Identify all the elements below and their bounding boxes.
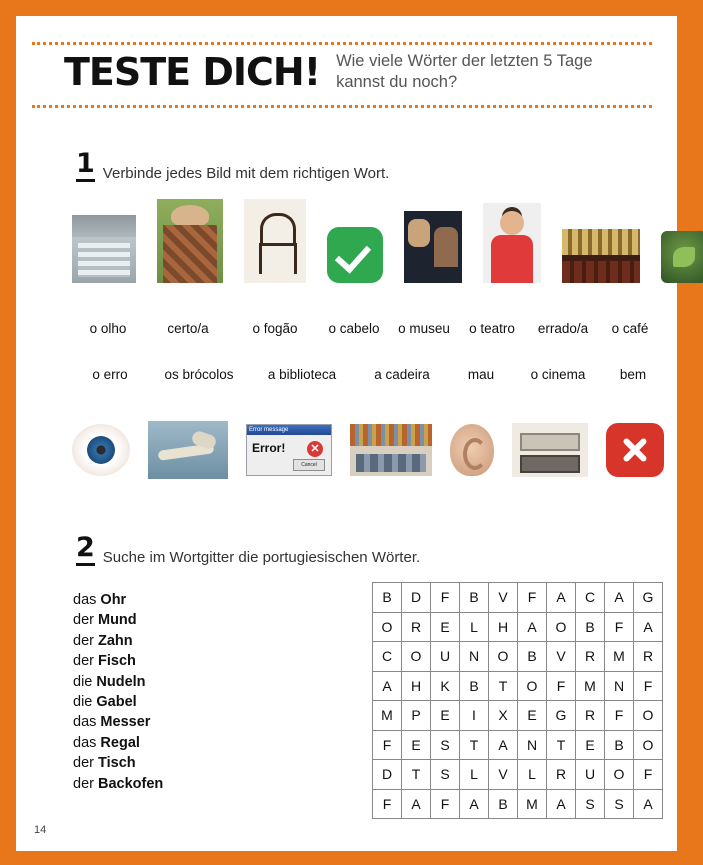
word-noun: Ohr — [100, 592, 127, 608]
eye-photo — [72, 424, 130, 476]
list-item — [73, 631, 163, 651]
list-item — [73, 610, 163, 630]
grid-cell[interactable]: C — [576, 583, 605, 613]
grid-cell[interactable]: R — [547, 760, 576, 790]
grid-cell[interactable]: L — [460, 612, 489, 642]
grid-cell[interactable]: S — [576, 789, 605, 819]
word-option[interactable]: o teatro — [469, 321, 515, 336]
man-thumbs-up-photo — [157, 199, 223, 283]
page-content — [16, 16, 677, 851]
grid-cell[interactable]: V — [547, 642, 576, 672]
page-header — [64, 49, 664, 95]
grid-cell[interactable]: I — [460, 701, 489, 731]
page-border-right — [677, 0, 703, 865]
grid-cell[interactable]: F — [373, 730, 402, 760]
grid-cell[interactable]: A — [634, 612, 663, 642]
word-noun: Fisch — [98, 653, 136, 670]
grid-cell[interactable]: F — [605, 612, 634, 642]
grid-cell[interactable]: A — [547, 583, 576, 613]
page-title: TESTE DICH! — [64, 50, 321, 94]
grid-cell[interactable]: F — [605, 701, 634, 731]
table-row — [373, 730, 663, 760]
word-article: der — [73, 755, 94, 772]
word-option[interactable]: o olho — [89, 321, 127, 336]
oven-photo — [512, 423, 588, 477]
grid-cell[interactable]: O — [547, 612, 576, 642]
word-option[interactable]: a biblioteca — [267, 367, 337, 382]
grid-cell[interactable]: A — [605, 583, 634, 613]
word-option[interactable]: a cadeira — [374, 367, 430, 382]
word-option[interactable]: mau — [467, 367, 495, 382]
grid-cell[interactable]: D — [373, 760, 402, 790]
grid-cell[interactable]: E — [431, 701, 460, 731]
grid-cell[interactable]: E — [431, 612, 460, 642]
stairs-photo — [72, 215, 136, 283]
grid-cell[interactable]: T — [402, 760, 431, 790]
table-row — [373, 671, 663, 701]
x-circle-icon: ✕ — [307, 441, 323, 457]
list-item — [73, 651, 163, 671]
grid-cell[interactable]: M — [576, 671, 605, 701]
grid-cell[interactable]: A — [402, 789, 431, 819]
word-noun: Backofen — [98, 775, 164, 792]
grid-cell[interactable]: X — [489, 701, 518, 731]
exercise-1-instruction: Verbinde jedes Bild mit dem richtigen Wort. — [102, 165, 390, 182]
header-divider-bottom — [32, 105, 652, 108]
grid-cell[interactable]: O — [373, 612, 402, 642]
grid-cell[interactable]: E — [576, 730, 605, 760]
grid-cell[interactable]: F — [431, 583, 460, 613]
grid-cell[interactable]: N — [605, 671, 634, 701]
grid-cell[interactable]: A — [489, 730, 518, 760]
header-divider-top — [32, 42, 652, 45]
page-border-bottom — [0, 851, 703, 865]
grid-cell[interactable]: M — [373, 701, 402, 731]
exercise-2-heading — [76, 534, 420, 566]
word-noun: Regal — [100, 734, 140, 751]
word-option[interactable]: o fogão — [252, 321, 298, 336]
word-option[interactable]: o cinema — [530, 367, 586, 382]
list-item — [73, 590, 163, 610]
grid-cell[interactable]: O — [634, 730, 663, 760]
page-border-top — [0, 0, 703, 16]
grid-cell[interactable]: E — [518, 701, 547, 731]
grid-cell[interactable]: A — [373, 671, 402, 701]
exercise-1-image-row-bottom — [72, 419, 662, 481]
grid-cell[interactable]: S — [431, 760, 460, 790]
grid-cell[interactable]: A — [460, 789, 489, 819]
word-option[interactable]: os brócolos — [164, 367, 234, 382]
word-article: das — [73, 734, 97, 751]
error-dialog-photo — [246, 424, 332, 476]
grid-cell[interactable]: S — [605, 789, 634, 819]
grid-cell[interactable]: V — [489, 583, 518, 613]
grid-cell[interactable]: B — [605, 730, 634, 760]
grid-cell[interactable]: K — [431, 671, 460, 701]
grid-cell[interactable]: B — [460, 671, 489, 701]
grid-cell[interactable]: T — [460, 730, 489, 760]
grid-cell[interactable]: B — [518, 642, 547, 672]
exercise-1-heading — [76, 150, 389, 182]
grid-cell[interactable]: F — [518, 583, 547, 613]
page-subtitle: Wie viele Wörter der letzten 5 Tage kannst du noch? — [336, 52, 593, 91]
word-option[interactable]: o erro — [92, 367, 128, 382]
table-row — [373, 612, 663, 642]
exercise-1-words-row-2 — [72, 367, 662, 382]
grid-cell[interactable]: B — [460, 583, 489, 613]
grid-cell[interactable]: T — [489, 671, 518, 701]
word-article: das — [73, 714, 97, 731]
grid-cell[interactable]: H — [402, 671, 431, 701]
grid-cell[interactable]: A — [634, 789, 663, 819]
grid-cell[interactable]: L — [460, 760, 489, 790]
table-row — [373, 789, 663, 819]
word-article: die — [73, 673, 93, 690]
grid-cell[interactable]: G — [547, 701, 576, 731]
grid-cell[interactable]: P — [402, 701, 431, 731]
exercise-2-word-list — [73, 590, 163, 794]
page-number: 14 — [34, 824, 47, 836]
grid-cell[interactable]: O — [518, 671, 547, 701]
word-article: die — [73, 694, 93, 711]
list-item — [73, 692, 163, 712]
grid-cell[interactable]: V — [489, 760, 518, 790]
grid-cell[interactable]: F — [634, 671, 663, 701]
grid-cell[interactable]: N — [460, 642, 489, 672]
chair-photo — [244, 199, 306, 283]
grid-cell[interactable]: F — [634, 760, 663, 790]
grid-cell[interactable]: O — [402, 642, 431, 672]
grid-cell[interactable]: C — [373, 642, 402, 672]
grid-cell[interactable]: R — [576, 701, 605, 731]
error-dialog-titlebar: Error message — [247, 425, 331, 435]
word-article: der — [73, 653, 94, 670]
word-article: das — [73, 592, 97, 608]
word-option[interactable]: o café — [611, 321, 649, 336]
grid-cell[interactable]: M — [605, 642, 634, 672]
grid-cell[interactable]: F — [431, 789, 460, 819]
girl-covering-ears-photo — [483, 203, 541, 283]
list-item — [73, 733, 163, 753]
word-option[interactable]: o cabelo — [328, 321, 380, 336]
grid-cell[interactable]: F — [547, 671, 576, 701]
word-noun: Messer — [100, 714, 151, 731]
ear-photo — [450, 424, 494, 476]
word-noun: Mund — [98, 612, 137, 629]
grid-cell[interactable]: F — [373, 789, 402, 819]
theater-photo — [562, 229, 640, 283]
grid-cell[interactable]: B — [373, 583, 402, 613]
grid-cell[interactable]: B — [576, 612, 605, 642]
grid-cell[interactable]: B — [489, 789, 518, 819]
grid-cell[interactable]: O — [489, 642, 518, 672]
exercise-2-instruction: Suche im Wortgitter die portugiesischen Wörter. — [102, 549, 421, 566]
grid-cell[interactable]: H — [489, 612, 518, 642]
exercise-1-image-row-top — [72, 199, 662, 283]
table-row — [373, 760, 663, 790]
table-row — [373, 583, 663, 613]
grid-cell[interactable]: N — [518, 730, 547, 760]
dinosaur-skeleton-photo — [148, 421, 228, 479]
library-photo — [350, 424, 432, 476]
grid-cell[interactable]: R — [402, 612, 431, 642]
word-option[interactable]: bem — [619, 367, 647, 382]
word-option[interactable]: o museu — [398, 321, 450, 336]
error-dialog-cancel-button: Cancel — [293, 459, 325, 471]
table-row — [373, 642, 663, 672]
grid-cell[interactable]: D — [402, 583, 431, 613]
word-noun: Zahn — [98, 632, 133, 649]
word-noun: Gabel — [96, 694, 137, 711]
coffee-plant-photo — [661, 231, 703, 283]
list-item — [73, 753, 163, 773]
error-dialog-message: Error! — [252, 441, 286, 455]
grid-cell[interactable]: O — [634, 701, 663, 731]
grid-cell[interactable]: M — [518, 789, 547, 819]
word-noun: Nudeln — [96, 673, 146, 690]
list-item — [73, 672, 163, 692]
grid-cell[interactable]: A — [518, 612, 547, 642]
grid-cell[interactable]: O — [605, 760, 634, 790]
exercise-1-words-row-1 — [72, 321, 662, 336]
word-search-grid[interactable] — [372, 582, 663, 819]
exercise-1-number: 1 — [76, 150, 95, 182]
museum-photo — [404, 211, 462, 283]
red-x-icon — [606, 423, 664, 477]
grid-cell[interactable]: A — [547, 789, 576, 819]
grid-cell[interactable]: R — [634, 642, 663, 672]
word-article: der — [73, 612, 94, 629]
word-option[interactable]: errado/a — [537, 321, 589, 336]
grid-cell[interactable]: E — [402, 730, 431, 760]
word-article: der — [73, 632, 94, 649]
grid-cell[interactable]: U — [431, 642, 460, 672]
page-border-left — [0, 0, 16, 865]
grid-cell[interactable]: S — [431, 730, 460, 760]
word-noun: Tisch — [98, 755, 136, 772]
grid-cell[interactable]: L — [518, 760, 547, 790]
list-item — [73, 712, 163, 732]
word-article: der — [73, 775, 94, 792]
grid-cell[interactable]: T — [547, 730, 576, 760]
table-row — [373, 701, 663, 731]
exercise-2-number: 2 — [76, 534, 95, 566]
grid-cell[interactable]: R — [576, 642, 605, 672]
grid-cell[interactable]: G — [634, 583, 663, 613]
list-item — [73, 774, 163, 794]
green-check-icon — [327, 227, 383, 283]
word-option[interactable]: certo/a — [167, 321, 209, 336]
grid-cell[interactable]: U — [576, 760, 605, 790]
